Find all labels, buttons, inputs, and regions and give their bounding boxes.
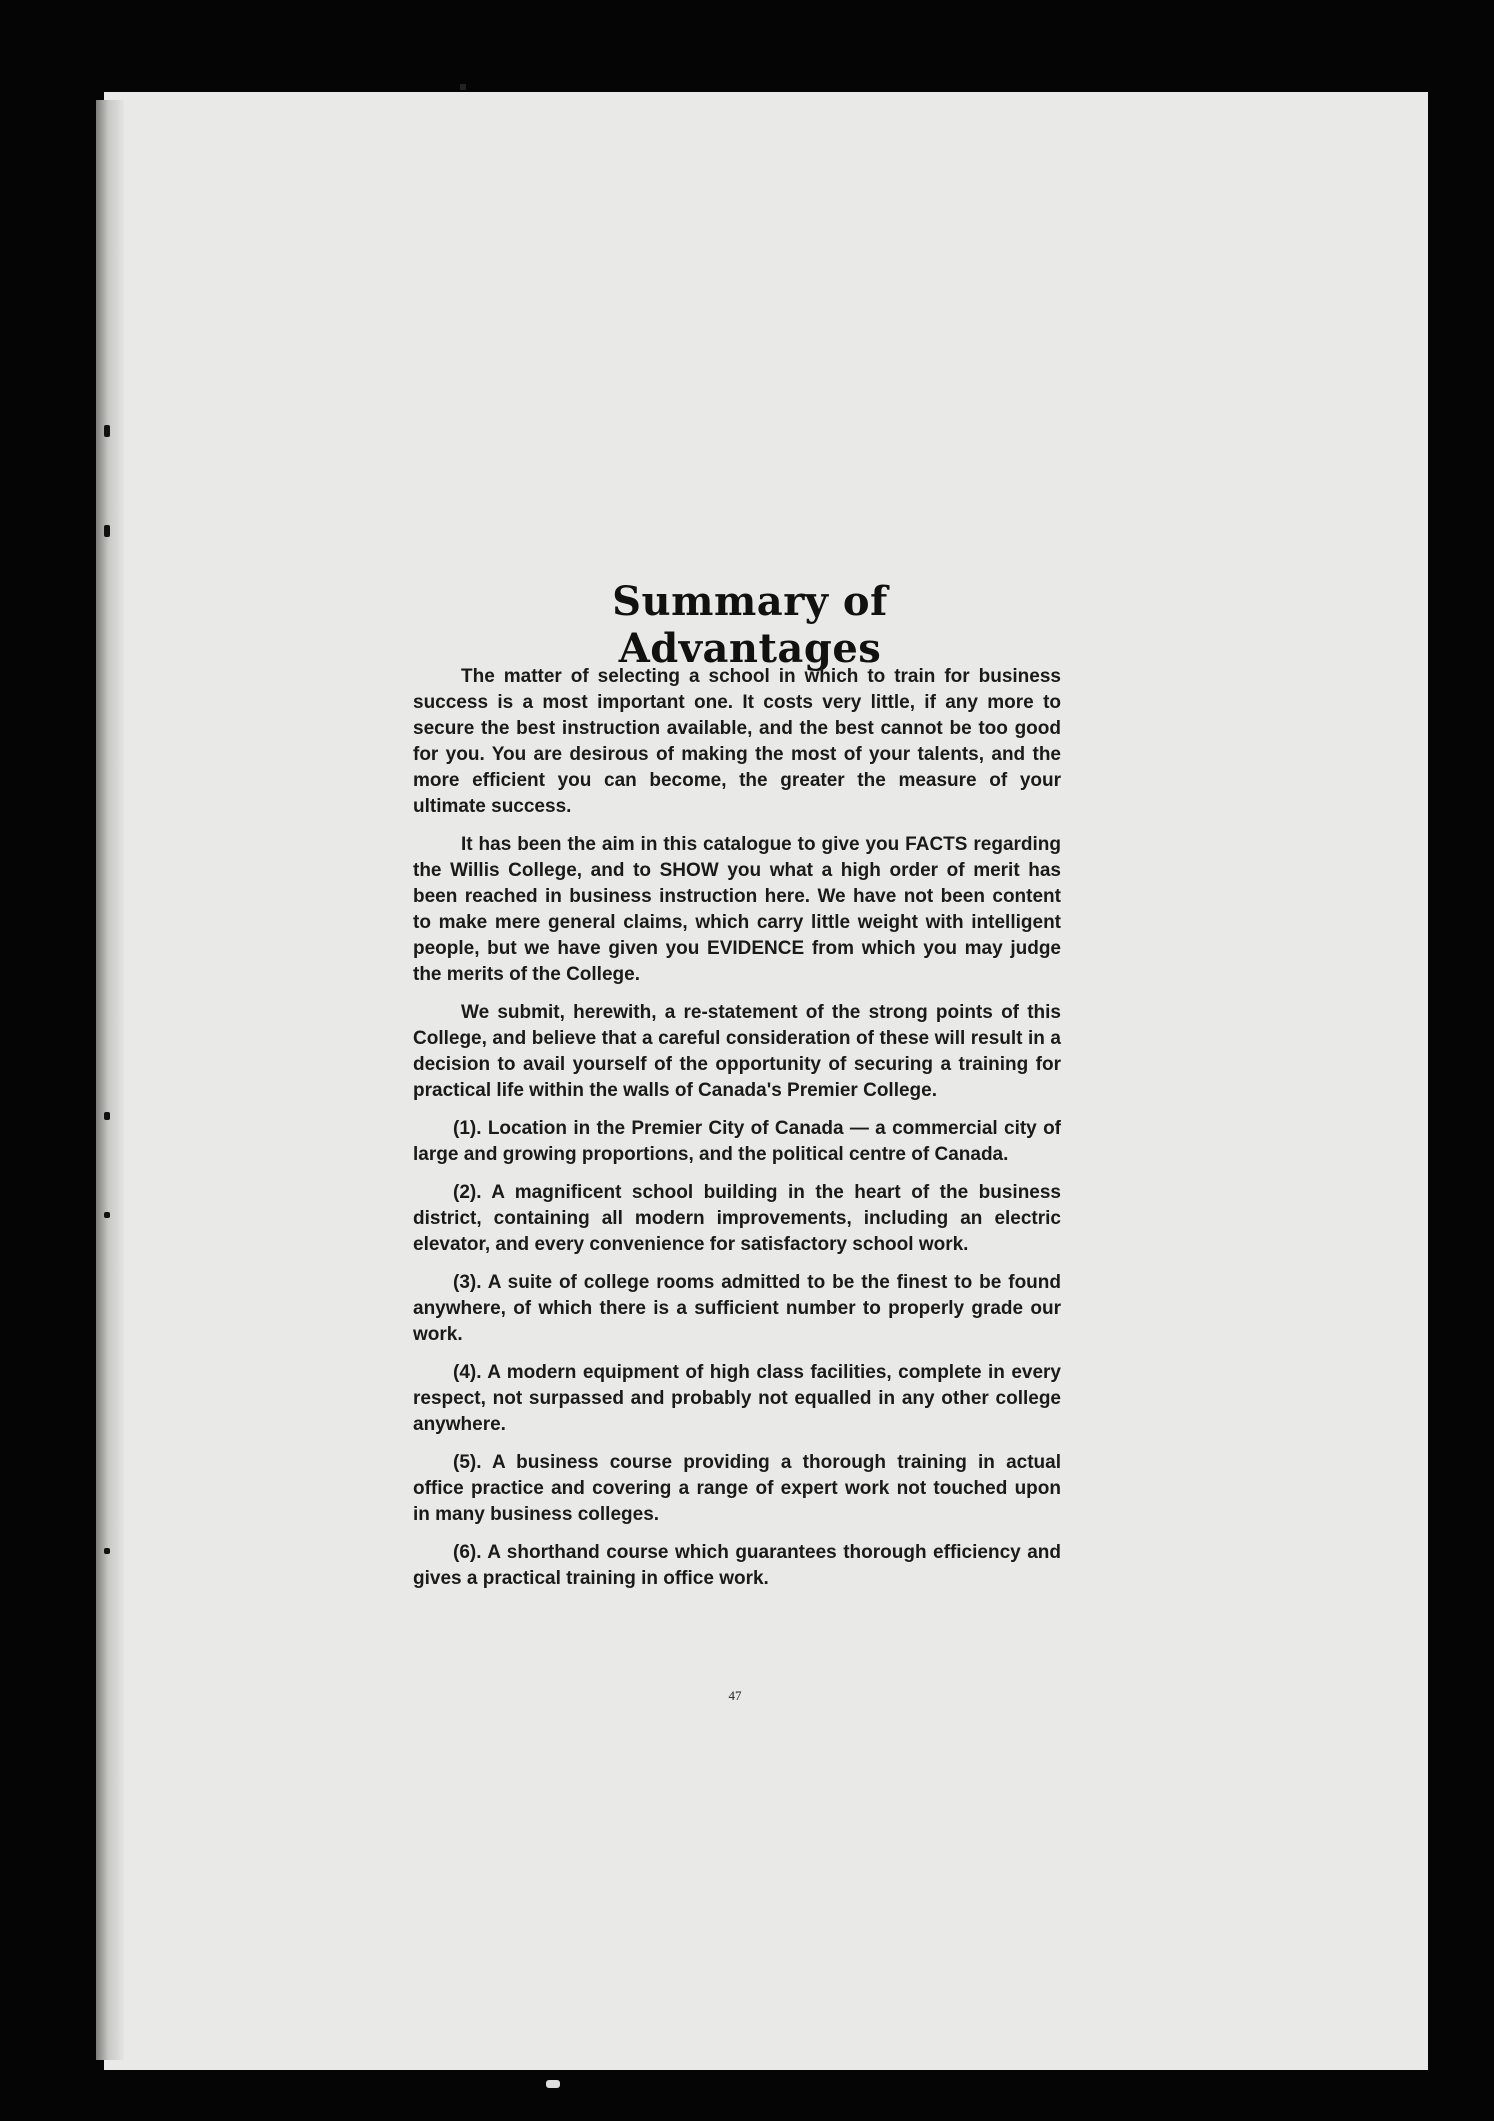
list-item xyxy=(413,1270,1061,1348)
item-text: A modern equipment of high class facilities, complete in every respect, not surpassed and probably not equalled in any other college anywhere. xyxy=(413,1362,1062,1435)
item-number: (5). xyxy=(453,1452,482,1473)
list-item xyxy=(413,1116,1061,1168)
paragraph: It has been the aim in this catalogue to give you FACTS regarding the Willis College, and to SHOW you what a high order of merit has been reached in business instruction here. We have not been content to make mere general claims, which carry little weight with intelligent people, but we have given you EVIDENCE from which you may judge the merits of the College. xyxy=(413,834,1061,985)
item-text: A magnificent school building in the heart of the business district, containing all modern improvements, including an electric elevator, and every convenience for satisfactory school work. xyxy=(413,1182,1061,1255)
page-binding-edge xyxy=(96,100,124,2060)
body-text xyxy=(413,664,1061,1604)
gutter-mark xyxy=(104,425,110,437)
item-number: (3). xyxy=(453,1272,482,1293)
paragraph: We submit, herewith, a re-statement of the strong points of this College, and believe that a careful consideration of these will result in a decision to avail yourself of the opportunity of securing a training for practical life within the walls of Canada's Premier College. xyxy=(413,1002,1061,1101)
list-item xyxy=(413,1180,1061,1258)
item-text: Location in the Premier City of Canada — a commercial city of large and growing proportions, and the political centre of Canada. xyxy=(413,1118,1061,1165)
list-item xyxy=(413,1360,1061,1438)
list-item xyxy=(413,1540,1061,1592)
item-number: (6). xyxy=(453,1542,482,1563)
page-title: Summary of Advantages xyxy=(612,578,888,672)
item-number: (1). xyxy=(453,1118,482,1139)
paragraph: The matter of selecting a school in which to train for business success is a most important one. It costs very little, if any more to secure the best instruction available, and the best cannot be too good for you. You are desirous of making the most of your talents, and the more efficient you can become, the greater the measure of your ultimate success. xyxy=(413,666,1061,817)
gutter-mark xyxy=(104,525,110,537)
page-number: 47 xyxy=(728,1688,742,1703)
item-text: A business course providing a thorough training in actual office practice and covering a range of expert work not touched upon in many business colleges. xyxy=(413,1452,1062,1525)
gutter-mark xyxy=(104,1112,110,1120)
gutter-mark xyxy=(104,1212,110,1218)
scan-mark xyxy=(546,2080,560,2088)
gutter-mark xyxy=(104,1548,110,1554)
item-text: A suite of college rooms admitted to be the finest to be found anywhere, of which there is a sufficient number to properly grade our work. xyxy=(413,1272,1061,1345)
item-number: (4). xyxy=(453,1362,482,1383)
scan-mark xyxy=(460,84,466,90)
item-text: A shorthand course which guarantees thorough efficiency and gives a practical training in office work. xyxy=(413,1542,1061,1589)
item-number: (2). xyxy=(453,1182,482,1203)
list-item xyxy=(413,1450,1061,1528)
